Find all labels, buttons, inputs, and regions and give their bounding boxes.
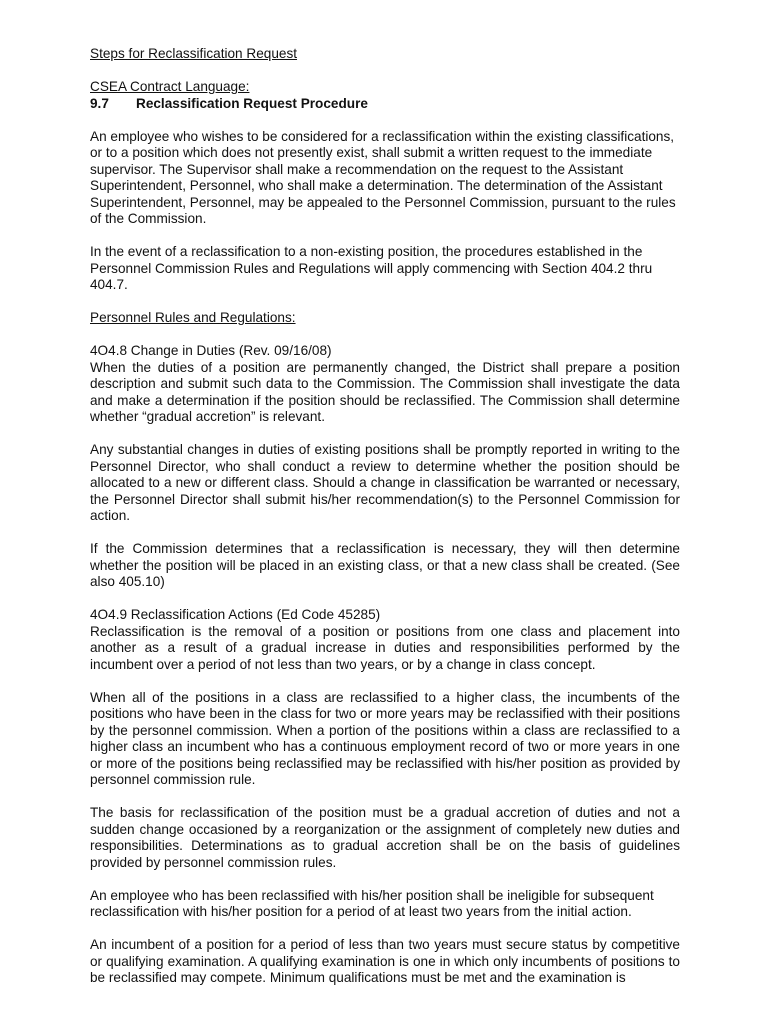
section-heading (90, 96, 680, 113)
rule-404-9-paragraph-4: An employee who has been reclassified with his/her position shall be ineligible for subsequent reclassification with his/her position for a period of at least two years from the initial action. (90, 887, 654, 919)
rule-404-8-paragraph-1: When the duties of a position are permanently changed, the District shall prepare a position description and submit such data to the Commission. The Commission shall investigate the data and make a determination if the position should be reclassified. The Commission shall determine whether “gradual accretion” is relevant. (90, 359, 680, 424)
paragraph-reclass-request: An employee who wishes to be considered for a reclassification within the existing classifications, or to a position which does not presently exist, shall submit a written request to the immediate supervisor. The Supervisor shall make a recommendation on the request to the Assistant Superintendent, Personnel, who shall make a determination. The determination of the Assistant Superintendent, Personnel, may be appealed to the Personnel Commission, pursuant to the rules of the Commission. (90, 128, 676, 226)
rule-404-9-paragraph-5: An incumbent of a position for a period of less than two years must secure status by competitive or qualifying examination. A qualifying examination is one in which only incumbents of positions to be reclassified may compete. Minimum qualifications must be met and the examination is (90, 937, 680, 985)
section-title: Reclassification Request Procedure (136, 95, 368, 111)
section-number: 9.7 (90, 95, 109, 111)
rule-404-9 (90, 607, 680, 673)
rule-404-8-title: 4O4.8 Change in Duties (Rev. 09/16/08) (90, 343, 332, 358)
rules-heading: Personnel Rules and Regulations: (90, 310, 296, 325)
rule-404-9-title: 4O4.9 Reclassification Actions (Ed Code 45285) (90, 607, 381, 622)
rule-404-9-paragraph-2: When all of the positions in a class are reclassified to a higher class, the incumbents of the positions who have been in the class for two or more years may be reclassified with their positions by the personnel commission. When a portion of the positions within a class are reclassified to a higher class an incumbent who has a continuous employment record of two or more years in one or more of the positions being reclassified may be reclassified with his/her position as provided by personnel commission rule. (90, 689, 680, 787)
rule-404-8-paragraph-2: Any substantial changes in duties of existing positions shall be promptly reported in writing to the Personnel Director, who shall conduct a review to determine whether the position should be allocated to a new or different class. Should a change in classification be warranted or necessary, the Personnel Director shall submit his/her recommendation(s) to the Personnel Commission for action. (90, 442, 680, 523)
csea-heading: CSEA Contract Language: (90, 79, 250, 94)
rule-404-8 (90, 343, 680, 426)
steps-title: Steps for Reclassification Request (90, 46, 298, 61)
rule-404-8-paragraph-3: If the Commission determines that a reclassification is necessary, they will then determine whether the position will be placed in an existing class, or that a new class shall be created. (See also 405.10) (90, 541, 680, 589)
rule-404-9-paragraph-1: Reclassification is the removal of a position or positions from one class and placement into another as a result of a gradual increase in duties and responsibilities performed by the incumbent over a period of not less than two years, or by a change in class concept. (90, 623, 680, 672)
document-page (90, 46, 680, 987)
rule-404-9-paragraph-3: The basis for reclassification of the position must be a gradual accretion of duties and not a sudden change occasioned by a reorganization or the assignment of completely new duties and responsibilities. Determinations as to gradual accretion shall be on the basis of guidelines provided by personnel commission rules. (90, 805, 680, 870)
paragraph-non-existing-position: In the event of a reclassification to a non-existing position, the procedures established in the Personnel Commission Rules and Regulations will apply commencing with Section 404.2 thru 404.7. (90, 244, 653, 292)
